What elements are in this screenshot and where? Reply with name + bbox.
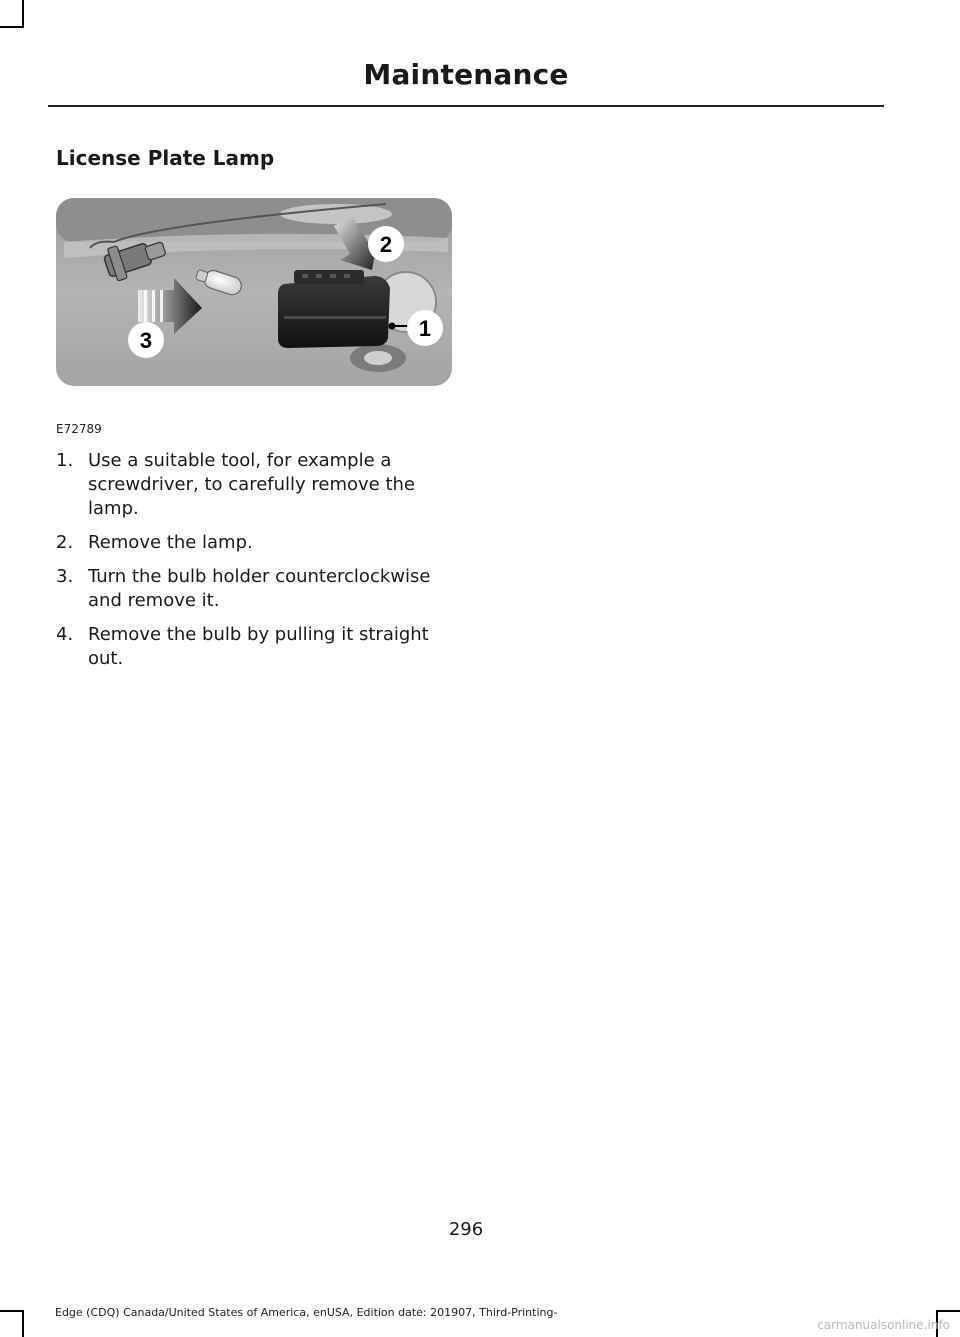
step-item <box>56 623 452 671</box>
figure-code: E72789 <box>56 422 102 436</box>
step-text: Use a suitable tool, for example a screwdriver, to carefully remove the lamp. <box>88 450 416 519</box>
callout-2: 2 <box>379 232 393 257</box>
callout-3: 3 <box>139 328 153 353</box>
crop-mark <box>936 1310 960 1312</box>
section-title: License Plate Lamp <box>56 146 275 170</box>
page-header-title: Maintenance <box>363 58 569 91</box>
step-item <box>56 565 452 613</box>
step-item <box>56 531 452 555</box>
crop-mark <box>22 1310 24 1337</box>
watermark-text: carmanualsonline.info <box>817 1318 950 1332</box>
footer-edition-text: Edge (CDQ) Canada/United States of America, enUSA, Edition date: 201907, Third-Printing- <box>55 1306 558 1319</box>
step-number: 2. <box>56 532 74 553</box>
step-number: 1. <box>56 450 74 471</box>
header-divider <box>48 105 884 107</box>
page-number: 296 <box>448 1219 484 1240</box>
crop-mark <box>22 0 24 28</box>
step-item <box>56 449 452 521</box>
step-number: 3. <box>56 566 74 587</box>
callout-1: 1 <box>418 316 432 341</box>
step-text: Remove the lamp. <box>88 532 253 553</box>
step-number: 4. <box>56 624 74 645</box>
step-text: Remove the bulb by pulling it straight out. <box>88 624 429 669</box>
crop-mark <box>0 1310 24 1312</box>
license-plate-lamp-illustration <box>56 198 452 386</box>
step-text: Turn the bulb holder counterclockwise and remove it. <box>88 566 431 611</box>
instruction-steps <box>56 449 452 681</box>
crop-mark <box>0 26 24 28</box>
